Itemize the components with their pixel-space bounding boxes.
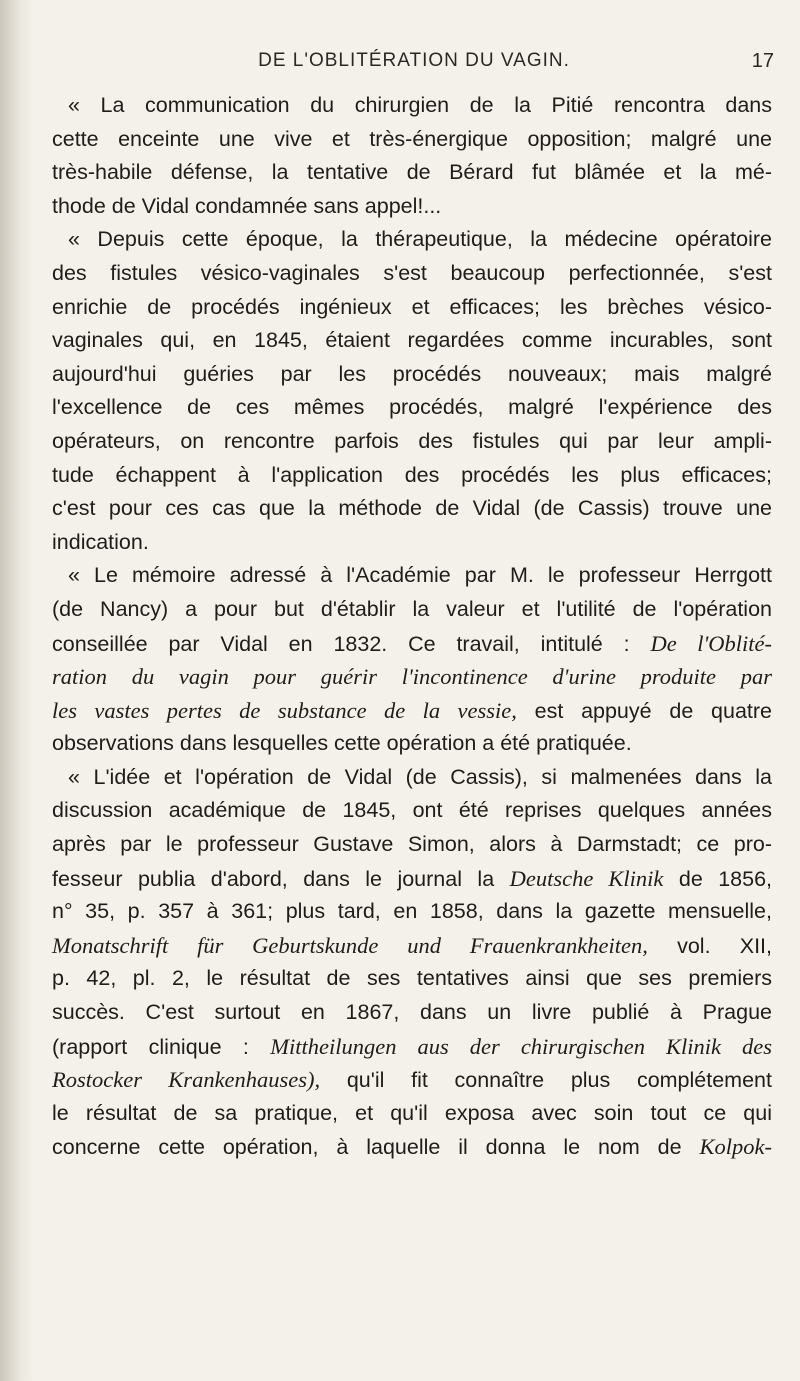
- paragraph: [52, 89, 772, 223]
- text-segment: opérateurs, on rencontre parfois des fistules qui par leur ampli-: [52, 428, 772, 453]
- text-line: [52, 694, 772, 728]
- text-line: [52, 929, 772, 963]
- text-line: [52, 1130, 772, 1164]
- italic-text: Monatschrift für Geburtskunde und Frauenkrankheiten,: [52, 932, 648, 958]
- text-segment: discussion académique de 1845, ont été reprises quelques années: [52, 798, 772, 823]
- text-line: [52, 794, 772, 828]
- italic-text: Kolpok-: [699, 1134, 772, 1160]
- text-line: [52, 1063, 772, 1097]
- text-segment: fesseur publia d'abord, dans le journal la: [52, 866, 510, 891]
- text-segment: qu'il fit connaître plus complétement: [320, 1068, 772, 1093]
- text-segment: très-habile défense, la tentative de Bérard fut blâmée et la mé-: [52, 160, 772, 185]
- text-line: [52, 828, 772, 862]
- italic-text: Rostocker Krankenhauses),: [52, 1067, 321, 1093]
- text-segment: après par le professeur Gustave Simon, alors à Darmstadt; ce pro-: [52, 832, 772, 857]
- text-segment: n° 35, p. 357 à 361; plus tard, en 1858, dans la gazette mensuelle,: [52, 899, 772, 924]
- text-line: [52, 895, 772, 929]
- text-segment: « Le mémoire adressé à l'Académie par M. le professeur Herrgott: [68, 563, 772, 588]
- text-line: [52, 223, 772, 257]
- text-segment: vol. XII,: [647, 933, 772, 958]
- text-segment: le résultat de sa pratique, et qu'il exposa avec soin tout ce qui: [52, 1100, 772, 1125]
- running-head: [54, 50, 774, 80]
- text-segment: de 1856,: [663, 866, 773, 891]
- page-number: 17: [751, 50, 774, 72]
- text-segment: conseillée par Vidal en 1832. Ce travail, intitulé :: [52, 631, 651, 656]
- text-line: [52, 1097, 772, 1131]
- italic-text: Deutsche Klinik: [509, 865, 664, 891]
- text-segment: p. 42, pl. 2, le résultat de ses tentatives ainsi que ses premiers: [52, 966, 772, 991]
- text-line: [52, 459, 772, 493]
- text-line: [52, 492, 772, 526]
- running-title: DE L'OBLITÉRATION DU VAGIN.: [258, 50, 570, 71]
- text-segment: concerne cette opération, à laquelle il donna le nom de: [52, 1135, 700, 1160]
- body-text: [52, 89, 772, 1164]
- page-edge-shadow: [0, 0, 34, 1381]
- text-segment: indication.: [52, 529, 149, 554]
- text-line: [52, 425, 772, 459]
- text-line: [52, 358, 772, 392]
- text-segment: (de Nancy) a pour but d'établir la valeur et l'utilité de l'opération: [52, 596, 772, 621]
- text-line: [52, 627, 772, 661]
- text-line: [52, 593, 772, 627]
- text-segment: thode de Vidal condamnée sans appel!...: [52, 193, 442, 218]
- text-segment: tude échappent à l'application des procédés les plus efficaces;: [52, 462, 772, 487]
- text-line: [52, 156, 772, 190]
- paragraph: [52, 559, 772, 761]
- text-line: [52, 291, 772, 325]
- italic-text: De l'Oblité-: [650, 630, 772, 656]
- text-segment: « L'idée et l'opération de Vidal (de Cassis), si malmenées dans la: [68, 764, 772, 789]
- text-line: [52, 660, 772, 694]
- text-line: [52, 727, 772, 761]
- italic-text: Mittheilungen aus der chirurgischen Klinik des: [270, 1033, 772, 1059]
- text-line: [52, 559, 772, 593]
- text-segment: observations dans lesquelles cette opération a été pratiquée.: [52, 731, 632, 756]
- text-segment: aujourd'hui guéries par les procédés nouveaux; mais malgré: [52, 361, 772, 386]
- text-segment: « Depuis cette époque, la thérapeutique, la médecine opératoire: [68, 227, 772, 252]
- paragraph: [52, 223, 772, 559]
- text-line: [52, 1030, 772, 1064]
- italic-text: ration du vagin pour guérir l'incontinence d'urine produite par: [52, 664, 772, 690]
- text-line: [52, 761, 772, 795]
- italic-text: les vastes pertes de substance de la vessie,: [52, 697, 517, 723]
- text-line: [52, 324, 772, 358]
- text-segment: « La communication du chirurgien de la Pitié rencontra dans: [68, 93, 772, 117]
- text-line: [52, 526, 772, 560]
- text-line: [52, 996, 772, 1030]
- text-segment: est appuyé de quatre: [516, 698, 772, 723]
- text-line: [52, 962, 772, 996]
- text-segment: cette enceinte une vive et très-énergique opposition; malgré une: [52, 126, 772, 151]
- text-line: [52, 391, 772, 425]
- text-line: [52, 123, 772, 157]
- text-segment: enrichie de procédés ingénieux et efficaces; les brèches vésico-: [52, 294, 772, 319]
- text-segment: des fistules vésico-vaginales s'est beaucoup perfectionnée, s'est: [52, 260, 772, 285]
- text-segment: (rapport clinique :: [52, 1034, 271, 1059]
- text-segment: succès. C'est surtout en 1867, dans un livre publié à Prague: [52, 1000, 772, 1025]
- text-segment: vaginales qui, en 1845, étaient regardées comme incurables, sont: [52, 328, 772, 353]
- text-line: [52, 257, 772, 291]
- text-segment: l'excellence de ces mêmes procédés, malgré l'expérience des: [52, 395, 772, 420]
- text-segment: c'est pour ces cas que la méthode de Vidal (de Cassis) trouve une: [52, 496, 772, 521]
- text-line: [52, 862, 772, 896]
- paragraph: [52, 761, 772, 1164]
- text-line: [52, 190, 772, 224]
- text-line: [52, 89, 772, 123]
